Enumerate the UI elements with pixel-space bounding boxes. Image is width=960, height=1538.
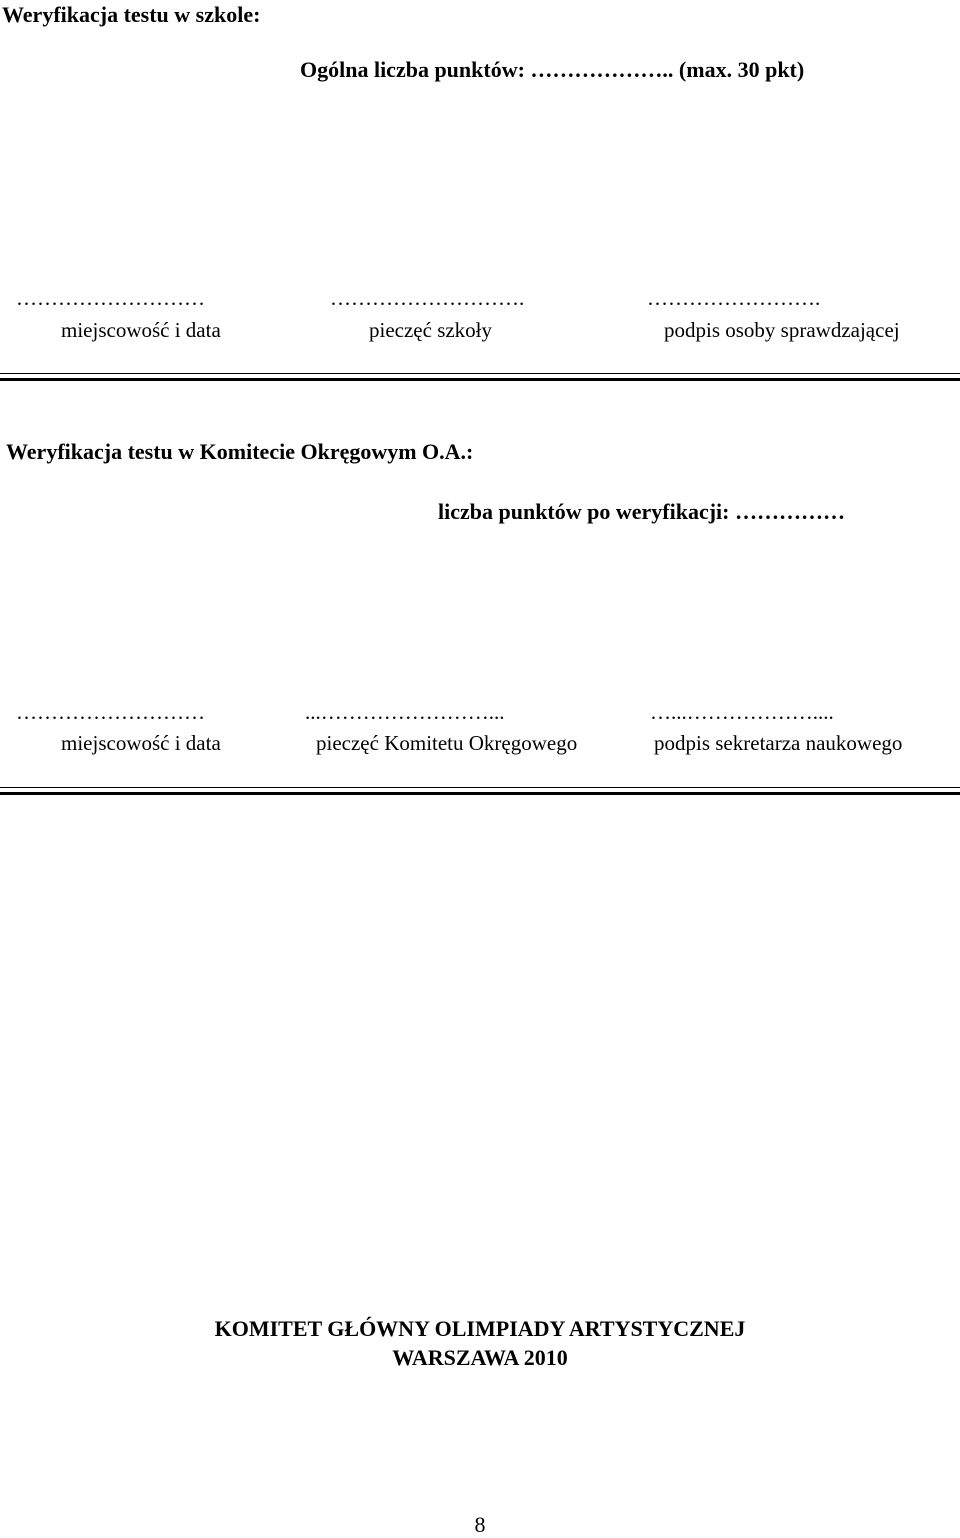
section-divider-1: [0, 373, 960, 381]
secretary-signature-label: podpis sekretarza naukowego: [654, 731, 903, 755]
total-points-line: Ogólna liczba punktów: ……………….. (max. 30 pkt): [300, 57, 805, 82]
school-stamp-dots: ……………………….: [330, 286, 525, 310]
page-number: 8: [474, 1512, 486, 1537]
committee-location-date-dots: ………………………: [16, 700, 205, 724]
school-verification-heading: Weryfikacja testu w szkole:: [2, 2, 261, 27]
checker-signature-label: podpis osoby sprawdzającej: [664, 318, 900, 342]
location-date-label: miejscowość i data: [61, 318, 221, 342]
committee-verification-heading: Weryfikacja testu w Komitecie Okręgowym O.A.:: [6, 439, 474, 464]
location-date-dots: ………………………: [16, 286, 205, 310]
committee-location-date-label: miejscowość i data: [61, 731, 221, 755]
committee-stamp-dots: ...……………………...: [305, 700, 505, 724]
section-divider-2: [0, 787, 960, 795]
secretary-signature-dots: …...………………....: [650, 700, 834, 724]
checker-signature-dots: …………………….: [647, 286, 821, 310]
committee-stamp-label: pieczęć Komitetu Okręgowego: [316, 731, 578, 755]
city-year: WARSZAWA 2010: [392, 1345, 568, 1370]
organization-name: KOMITET GŁÓWNY OLIMPIADY ARTYSTYCZNEJ: [214, 1316, 746, 1341]
school-stamp-label: pieczęć szkoły: [369, 318, 493, 342]
points-after-verification: liczba punktów po weryfikacji: ……………: [438, 499, 845, 524]
